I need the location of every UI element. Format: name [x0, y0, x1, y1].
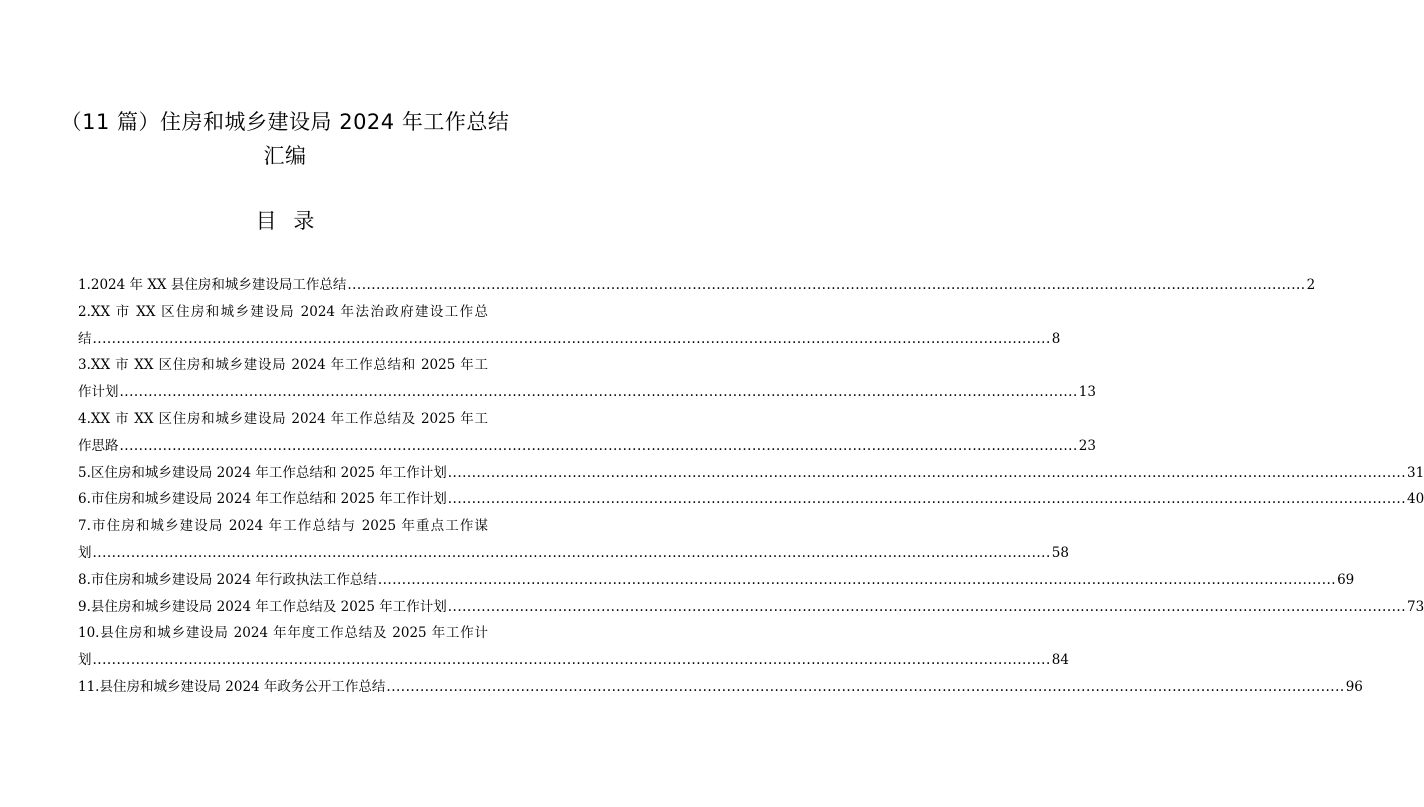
toc-entry-line: [78, 486, 1424, 513]
toc-entry-line: [78, 379, 1096, 406]
toc-page-number: 69: [1337, 571, 1355, 588]
toc-entry-line: [78, 594, 1424, 621]
toc-entry[interactable]: [78, 352, 1096, 406]
toc-entry-title: 划: [78, 652, 92, 669]
toc-entry-line: [78, 272, 1316, 299]
toc-dot-leader: ........................................................................................................................................................................................................: [447, 464, 1407, 481]
toc-entry-line: [78, 299, 488, 326]
toc-entry-title: 10.县住房和城乡建设局 2024 年年度工作总结及 2025 年工作计: [78, 625, 488, 642]
toc-entry-line: [78, 647, 1069, 674]
toc-dot-leader: ........................................................................................................................................................................................................: [92, 544, 1051, 561]
toc-page-number: 8: [1051, 330, 1061, 347]
toc-entry[interactable]: [78, 567, 1355, 594]
document-title-line-2: 汇编: [263, 144, 307, 168]
toc-entry-title: 2.XX 市 XX 区住房和城乡建设局 2024 年法治政府建设工作总: [78, 303, 488, 320]
toc-entry[interactable]: [78, 406, 1096, 460]
toc-page-number: 96: [1345, 678, 1363, 695]
toc-entry[interactable]: [78, 299, 1061, 353]
toc-entry[interactable]: [78, 486, 1424, 513]
toc-entry-title: 6.市住房和城乡建设局 2024 年工作总结和 2025 年工作计划: [78, 491, 447, 508]
document-title-line-1: （11 篇）住房和城乡建设局 2024 年工作总结: [60, 110, 510, 134]
toc-page-number: 73: [1407, 598, 1424, 615]
toc-page-number: 23: [1078, 437, 1096, 454]
toc-entry-title: 5.区住房和城乡建设局 2024 年工作总结和 2025 年工作计划: [78, 464, 447, 481]
toc-entry-title: 3.XX 市 XX 区住房和城乡建设局 2024 年工作总结和 2025 年工: [78, 357, 488, 374]
toc-entry-line: [78, 540, 1069, 567]
toc-page-number: 31: [1407, 464, 1424, 481]
toc-page-number: 84: [1051, 652, 1069, 669]
toc-entry[interactable]: [78, 513, 1069, 567]
toc-dot-leader: ........................................................................................................................................................................................................: [347, 277, 1306, 293]
toc-page-number: 2: [1306, 277, 1316, 293]
toc-page-number: 13: [1078, 384, 1096, 401]
toc-entry[interactable]: [78, 594, 1424, 621]
toc-dot-leader: ........................................................................................................................................................................................................: [386, 678, 1345, 695]
toc-entry[interactable]: [78, 620, 1069, 674]
toc-page-number: 58: [1051, 544, 1069, 561]
toc-heading: 目 录: [255, 209, 315, 233]
toc-dot-leader: ........................................................................................................................................................................................................: [92, 330, 1051, 347]
toc-dot-leader: ........................................................................................................................................................................................................: [447, 598, 1407, 615]
toc-entry-title: 作思路: [78, 437, 119, 454]
toc-entry-line: [78, 352, 488, 379]
toc-entry-line: [78, 406, 488, 433]
document-title: [40, 105, 530, 173]
toc-entry-line: [78, 674, 1363, 701]
toc-entry-line: [78, 513, 488, 540]
toc-entry[interactable]: [78, 674, 1363, 701]
toc-entry-title: 9.县住房和城乡建设局 2024 年工作总结及 2025 年工作计划: [78, 598, 447, 615]
toc-entry-title: 8.市住房和城乡建设局 2024 年行政执法工作总结: [78, 571, 377, 588]
toc-entry-title: 划: [78, 544, 92, 561]
toc-entry-title: 11.县住房和城乡建设局 2024 年政务公开工作总结: [78, 678, 386, 695]
toc-entry-title: 结: [78, 330, 92, 347]
toc-entry[interactable]: [78, 272, 1316, 299]
toc-entry-title: 4.XX 市 XX 区住房和城乡建设局 2024 年工作总结及 2025 年工: [78, 410, 488, 427]
toc-entry-title: 作计划: [78, 384, 119, 401]
toc-entry[interactable]: [78, 460, 1424, 487]
toc-dot-leader: ........................................................................................................................................................................................................: [92, 652, 1051, 669]
toc-entry-line: [78, 460, 1424, 487]
toc-entry-title: 1.2024 年 XX 县住房和城乡建设局工作总结: [78, 277, 347, 293]
toc-dot-leader: ........................................................................................................................................................................................................: [377, 571, 1337, 588]
table-of-contents: [78, 272, 1424, 701]
toc-page-number: 40: [1407, 491, 1424, 508]
toc-dot-leader: ........................................................................................................................................................................................................: [119, 384, 1078, 401]
toc-dot-leader: ........................................................................................................................................................................................................: [119, 437, 1078, 454]
toc-entry-line: [78, 433, 1096, 460]
toc-entry-line: [78, 326, 1061, 353]
toc-dot-leader: ........................................................................................................................................................................................................: [447, 491, 1407, 508]
toc-entry-line: [78, 567, 1355, 594]
toc-entry-line: [78, 620, 488, 647]
toc-entry-title: 7.市住房和城乡建设局 2024 年工作总结与 2025 年重点工作谋: [78, 518, 488, 535]
